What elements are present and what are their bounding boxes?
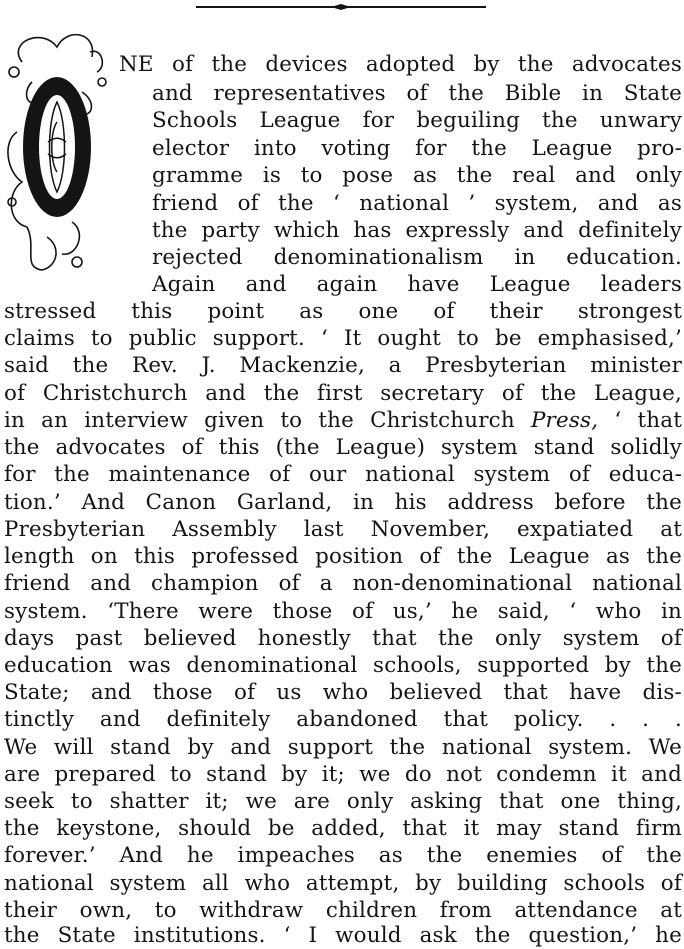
text-line: State; and those of us who believed that have dis-	[4, 680, 682, 705]
text-line: the keystone, should be added, that it may stand firm	[4, 816, 682, 841]
text-line: are prepared to stand by it; we do not condemn it and	[4, 762, 682, 787]
ornamental-rule	[196, 4, 486, 10]
text-line: Presbyterian Assembly last November, expatiated at	[4, 517, 682, 542]
text-line: NE of the devices adopted by the advocates	[119, 52, 682, 77]
text-line: Again and again have League leaders	[152, 272, 682, 297]
text-line-part: in an interview given to the Christchurch	[4, 408, 515, 433]
text-line: gramme is to pose as the real and only	[152, 163, 682, 188]
text-line: Schools League for beguiling the unwary	[152, 108, 682, 133]
text-line: national system all who attempt, by building schools of	[4, 871, 682, 896]
text-line: tion.’ And Canon Garland, in his address before the	[4, 490, 682, 515]
text-line: forever.’ And he impeaches as the enemies of the	[4, 843, 682, 868]
text-line-part: ‘ that	[614, 408, 683, 433]
text-line: their own, to withdraw children from attendance at	[4, 898, 682, 923]
text-line: friend of the ‘ national ’ system, and as	[152, 191, 682, 216]
italic-publication-name: Press,	[530, 408, 599, 433]
text-line: the State institutions. ‘ I would ask the question,’ he	[4, 923, 682, 948]
text-line: said the Rev. J. Mackenzie, a Presbyterian minister	[4, 353, 682, 378]
text-line: tinctly and definitely abandoned that policy. . . .	[4, 707, 682, 732]
text-line: length on this professed position of the League as the	[4, 544, 682, 569]
text-line: We will stand by and support the national system. We	[4, 735, 682, 760]
text-line: seek to shatter it; we are only asking that one thing,	[4, 789, 682, 814]
text-line: and representatives of the Bible in State	[152, 81, 682, 106]
text-line: rejected denominationalism in education.	[152, 245, 682, 270]
text-line: the party which has expressly and definitely	[152, 218, 682, 243]
text-line: education was denominational schools, supported by the	[4, 653, 682, 678]
text-line: the advocates of this (the League) system stand solidly	[4, 435, 682, 460]
text-line: claims to public support. ‘ It ought to be emphasised,’	[4, 326, 682, 351]
text-line: friend and champion of a non-denominational national	[4, 571, 682, 596]
text-line: for the maintenance of our national system of educa-	[4, 462, 682, 487]
text-line: stressed this point as one of their strongest	[4, 299, 682, 324]
ornamental-initial-o-icon	[2, 22, 112, 272]
text-line: elector into voting for the League pro-	[152, 136, 682, 161]
text-line: system. ‘There were those of us,’ he said, ‘ who in	[4, 599, 682, 624]
text-line-mixed	[4, 408, 682, 434]
text-line: days past believed honestly that the only system of	[4, 626, 682, 651]
text-line: of Christchurch and the first secretary of the League,	[4, 381, 682, 406]
